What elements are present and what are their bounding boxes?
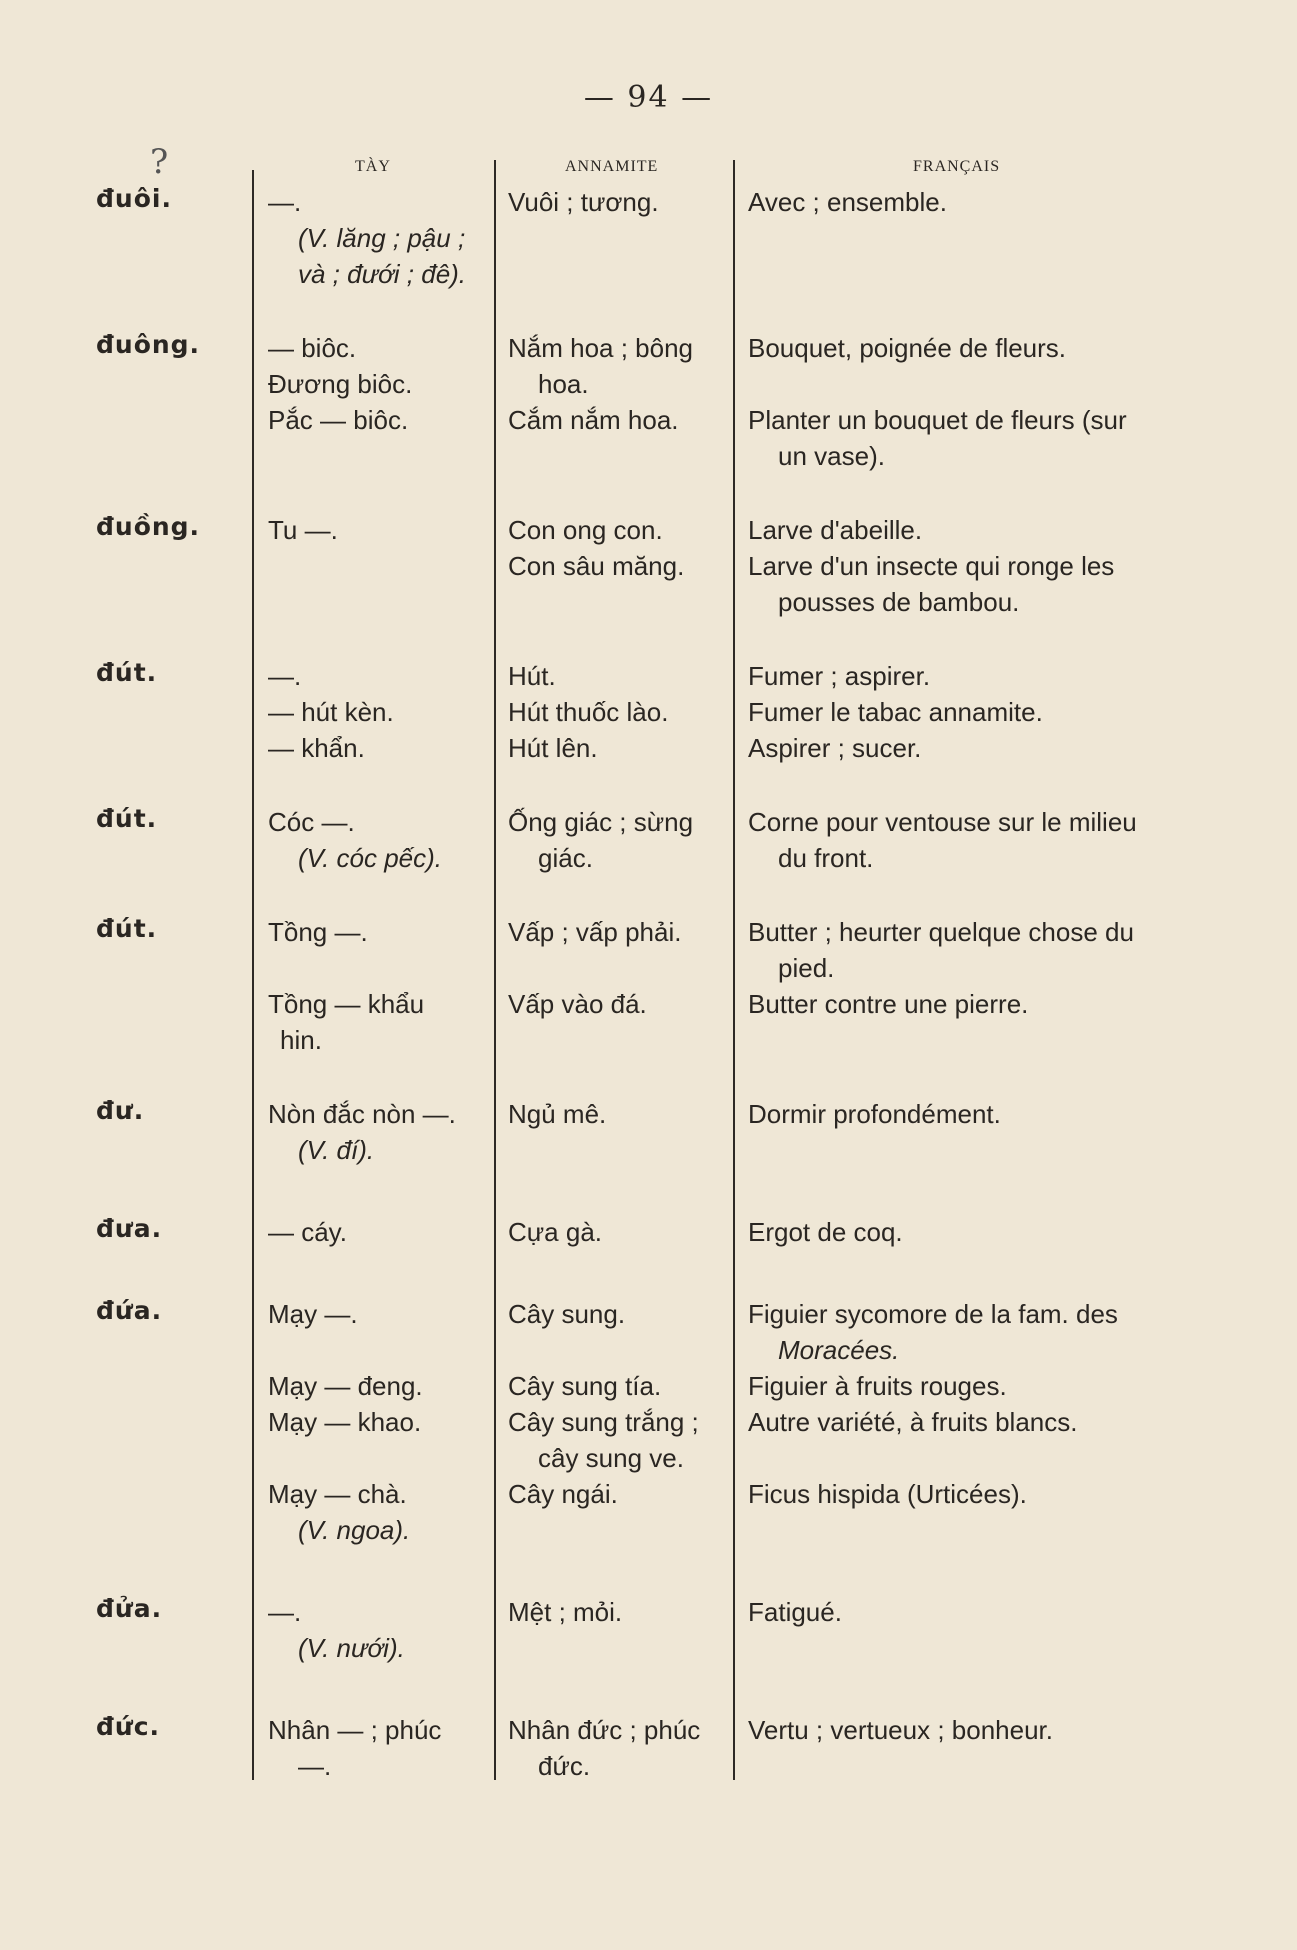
francais-cell xyxy=(748,1594,1190,1630)
francais-cell xyxy=(748,184,1190,220)
francais-line: Fatigué. xyxy=(748,1597,842,1627)
headword: đứa. xyxy=(96,1296,163,1325)
francais-line: Dormir profondément. xyxy=(748,1099,1001,1129)
tay-line: (V. cóc pếc). xyxy=(298,843,443,873)
francais-cell xyxy=(748,1712,1190,1748)
francais-cell xyxy=(748,1214,1190,1250)
tay-line: (V. ngoa). xyxy=(298,1515,411,1545)
annamite-line: Vấp ; vấp phải. xyxy=(508,917,682,947)
tay-cell xyxy=(268,1296,488,1548)
headword: đuồng. xyxy=(96,512,201,541)
francais-line: Fumer le tabac annamite. xyxy=(748,697,1043,727)
tay-line: Tu —. xyxy=(268,515,338,545)
tay-line: (V. lăng ; pậu ; xyxy=(298,223,466,253)
annamite-line: Cây sung tía. xyxy=(508,1371,662,1401)
francais-line: du front. xyxy=(778,843,874,873)
tay-cell xyxy=(268,1594,488,1666)
francais-line: Figuier sycomore de la fam. des xyxy=(748,1299,1118,1329)
headword: đưa. xyxy=(96,1214,163,1243)
francais-line: Autre variété, à fruits blancs. xyxy=(748,1407,1078,1437)
tay-line: Đương biôc. xyxy=(268,369,413,399)
francais-line: Corne pour ventouse sur le milieu xyxy=(748,807,1137,837)
annamite-line: Hút lên. xyxy=(508,733,598,763)
headword: đửa. xyxy=(96,1594,163,1623)
tay-line: Mạy — khao. xyxy=(268,1407,422,1437)
tay-line: —. xyxy=(298,1751,332,1781)
column-header-francais: FRANÇAIS xyxy=(913,158,1001,175)
francais-cell xyxy=(748,804,1190,876)
francais-line: Bouquet, poignée de fleurs. xyxy=(748,333,1067,363)
francais-cell xyxy=(748,512,1190,620)
annamite-cell xyxy=(508,1594,730,1630)
tay-line: Nòn đắc nòn —. xyxy=(268,1099,456,1129)
tay-line: —. xyxy=(268,187,302,217)
tay-line: —. xyxy=(268,661,302,691)
annamite-cell xyxy=(508,1214,730,1250)
headword: đút. xyxy=(96,804,158,833)
annamite-cell xyxy=(508,1712,730,1784)
francais-line: Fumer ; aspirer. xyxy=(748,661,931,691)
column-rule-middle xyxy=(494,160,496,1780)
annamite-line: Mệt ; mỏi. xyxy=(508,1597,623,1627)
francais-cell xyxy=(748,914,1190,1022)
francais-line: Planter un bouquet de fleurs (sur xyxy=(748,405,1127,435)
annamite-cell xyxy=(508,1296,730,1512)
francais-line: Moracées. xyxy=(778,1335,900,1365)
tay-cell xyxy=(268,184,488,292)
francais-line: Avec ; ensemble. xyxy=(748,187,947,217)
francais-line: Aspirer ; sucer. xyxy=(748,733,922,763)
headword: đút. xyxy=(96,914,158,943)
annamite-cell xyxy=(508,658,730,766)
francais-line: un vase). xyxy=(778,441,885,471)
annamite-line: Vấp vào đá. xyxy=(508,989,647,1019)
annamite-line: hoa. xyxy=(538,369,589,399)
tay-line: Mạy —. xyxy=(268,1299,358,1329)
francais-cell xyxy=(748,1296,1190,1512)
margin-pencil-mark: ? xyxy=(150,142,169,182)
francais-line: Vertu ; vertueux ; bonheur. xyxy=(748,1715,1053,1745)
column-header-tay: TÀY xyxy=(355,158,391,175)
francais-cell xyxy=(748,330,1190,474)
francais-line: Figuier à fruits rouges. xyxy=(748,1371,1007,1401)
annamite-cell xyxy=(508,184,730,220)
tay-cell xyxy=(268,330,488,438)
tay-line: (V. nưới). xyxy=(298,1633,405,1663)
tay-cell xyxy=(268,804,488,876)
annamite-cell xyxy=(508,914,730,1022)
francais-line: Larve d'un insecte qui ronge les xyxy=(748,551,1115,581)
annamite-line: Hút thuốc lào. xyxy=(508,697,669,727)
tay-line: Nhân — ; phúc xyxy=(268,1715,442,1745)
annamite-cell xyxy=(508,512,730,584)
francais-line: pied. xyxy=(778,953,835,983)
francais-line: Butter contre une pierre. xyxy=(748,989,1029,1019)
francais-cell xyxy=(748,658,1190,766)
tay-line: và ; đưới ; đê). xyxy=(298,259,467,289)
annamite-cell xyxy=(508,330,730,438)
tay-line: Mạy — chà. xyxy=(268,1479,407,1509)
annamite-cell xyxy=(508,804,730,876)
tay-line: — hút kèn. xyxy=(268,697,394,727)
headword: đút. xyxy=(96,658,158,687)
headword: đuông. xyxy=(96,330,201,359)
annamite-line: Nắm hoa ; bông xyxy=(508,333,694,363)
column-rule-left xyxy=(252,170,254,1780)
tay-cell xyxy=(268,914,488,1058)
annamite-line: Ngủ mê. xyxy=(508,1099,607,1129)
francais-cell xyxy=(748,1096,1190,1132)
annamite-line: Ống giác ; sừng xyxy=(508,807,694,837)
page-number: — 94 — xyxy=(583,80,714,115)
annamite-line: Con ong con. xyxy=(508,515,663,545)
tay-line: — khẩn. xyxy=(268,733,365,763)
headword: đức. xyxy=(96,1712,161,1741)
annamite-line: Cựa gà. xyxy=(508,1217,603,1247)
headword: đư. xyxy=(96,1096,145,1125)
tay-line: hin. xyxy=(280,1025,322,1055)
annamite-line: cây sung ve. xyxy=(538,1443,684,1473)
annamite-line: Con sâu măng. xyxy=(508,551,685,581)
annamite-cell xyxy=(508,1096,730,1132)
francais-line: Ficus hispida (Urticées). xyxy=(748,1479,1027,1509)
annamite-line: Cắm nắm hoa. xyxy=(508,405,679,435)
tay-line: Cóc —. xyxy=(268,807,355,837)
tay-line: Pắc — biôc. xyxy=(268,405,409,435)
tay-line: Mạy — đeng. xyxy=(268,1371,423,1401)
annamite-line: Nhân đức ; phúc xyxy=(508,1715,701,1745)
tay-cell xyxy=(268,658,488,766)
annamite-line: giác. xyxy=(538,843,593,873)
francais-line: Ergot de coq. xyxy=(748,1217,903,1247)
francais-line: Butter ; heurter quelque chose du xyxy=(748,917,1134,947)
annamite-line: Vuôi ; tương. xyxy=(508,187,659,217)
column-header-annamite: ANNAMITE xyxy=(565,158,659,175)
tay-line: (V. đí). xyxy=(298,1135,375,1165)
tay-cell xyxy=(268,1096,488,1168)
tay-line: —. xyxy=(268,1597,302,1627)
tay-line: Tồng — khẩu xyxy=(268,989,425,1019)
tay-cell xyxy=(268,1214,488,1250)
tay-line: — cáy. xyxy=(268,1217,347,1247)
annamite-line: Hút. xyxy=(508,661,556,691)
tay-line: — biôc. xyxy=(268,333,357,363)
tay-line: Tồng —. xyxy=(268,917,368,947)
annamite-line: Cây ngái. xyxy=(508,1479,618,1509)
francais-line: pousses de bambou. xyxy=(778,587,1020,617)
francais-line: Larve d'abeille. xyxy=(748,515,923,545)
tay-cell xyxy=(268,1712,488,1784)
annamite-line: Cây sung. xyxy=(508,1299,626,1329)
headword: đuôi. xyxy=(96,184,172,213)
tay-cell xyxy=(268,512,488,548)
column-rule-right xyxy=(733,160,735,1780)
annamite-line: Cây sung trắng ; xyxy=(508,1407,699,1437)
annamite-line: đức. xyxy=(538,1751,591,1781)
